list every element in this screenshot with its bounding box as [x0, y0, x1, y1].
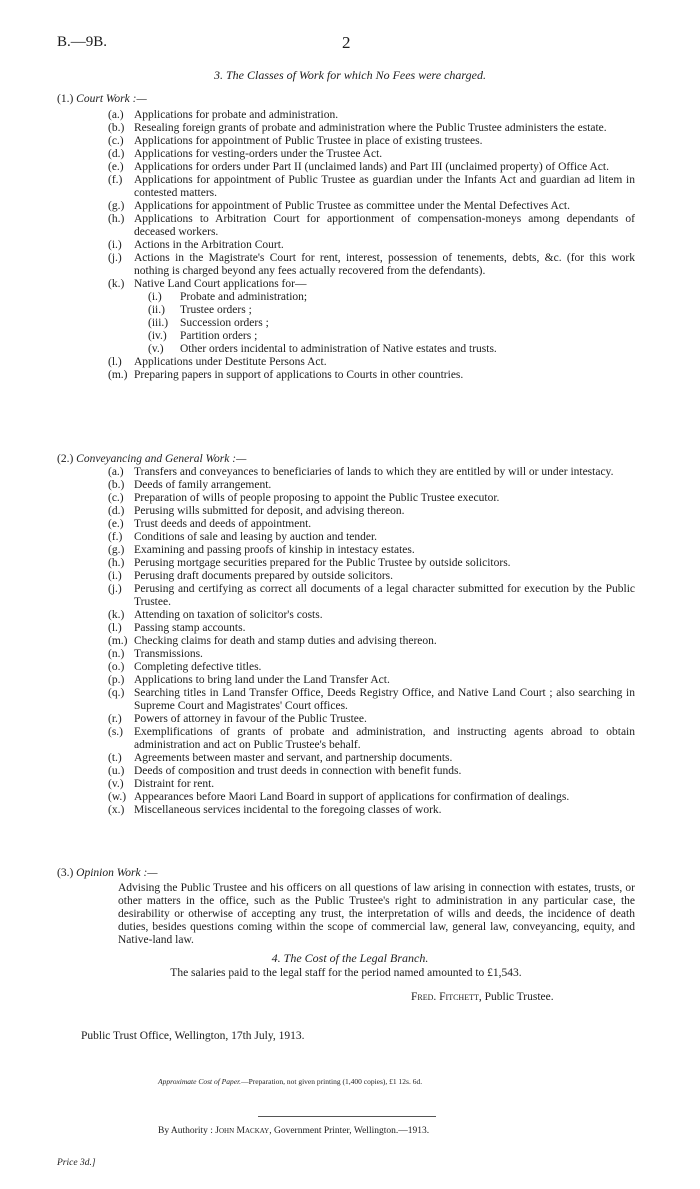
list-item: (m.) Checking claims for death and stamp duties and advising thereon. [108, 635, 437, 647]
salaries-statement: The salaries paid to the legal staff for the period named amounted to £1,543. [170, 967, 522, 979]
court-work-heading [57, 93, 147, 105]
cost-of-paper: Approximate Cost of Paper.—Preparation, not given printing (1,400 copies), £1 12s. 6d. [158, 1077, 423, 1086]
list-item: (n.) Transmissions. [108, 648, 203, 660]
conveyancing-heading [57, 453, 246, 465]
conveyancing-number: (2.) [57, 453, 74, 465]
list-item: (b.) Resealing foreign grants of probate and administration where the Public Trustee administers the estate. [108, 122, 607, 134]
printer-authority: By Authority : John Mackay, Government Printer, Wellington.—1913. [158, 1126, 430, 1136]
list-item: (c.) Preparation of wills of people proposing to appoint the Public Trustee executor. [108, 492, 500, 504]
list-item: (g.) Applications for appointment of Public Trustee as committee under the Mental Defectives Act. [108, 200, 570, 212]
list-item: (a.) Transfers and conveyances to beneficiaries of lands to which they are entitled by will or under intestacy. [108, 466, 614, 478]
list-item: (b.) Deeds of family arrangement. [108, 479, 272, 491]
court-work-label: Court Work :— [76, 93, 147, 105]
list-item: (e.) Trust deeds and deeds of appointment. [108, 518, 312, 530]
list-item: (v.) Distraint for rent. [108, 778, 215, 790]
list-item: (e.) Applications for orders under Part II (unclaimed lands) and Part III (unclaimed property) of Office Act. [108, 161, 609, 173]
list-item: (f.) Conditions of sale and leasing by auction and tender. [108, 531, 378, 543]
signatory-title: , Public Trustee. [478, 991, 554, 1003]
list-item: (f.) Applications for appointment of Public Trustee as guardian under the Infants Act and guardian ad litem in contested matters. [108, 174, 635, 199]
list-item: (iii.) Succession orders ; [148, 317, 269, 329]
divider [258, 1116, 436, 1117]
opinion-work-number: (3.) [57, 867, 74, 879]
list-item: (i.) Actions in the Arbitration Court. [108, 239, 284, 251]
list-item: (c.) Applications for appointment of Public Trustee in place of existing trustees. [108, 135, 483, 147]
list-item: (k.) Native Land Court applications for— [108, 278, 307, 290]
list-item: (d.) Perusing wills submitted for deposit, and advising thereon. [108, 505, 405, 517]
header-reference: B.—9B. [57, 34, 108, 50]
list-item: (o.) Completing defective titles. [108, 661, 262, 673]
list-item: (l.) Passing stamp accounts. [108, 622, 246, 634]
court-work-list [108, 109, 635, 382]
list-item: (m.) Preparing papers in support of applications to Courts in other countries. [108, 369, 464, 381]
list-item: (u.) Deeds of composition and trust deeds in connection with benefit funds. [108, 765, 462, 777]
conveyancing-label: Conveyancing and General Work :— [76, 453, 247, 465]
list-item: (h.) Applications to Arbitration Court for apportionment of compensation-moneys among dependants of deceased workers. [108, 213, 635, 238]
list-item: (v.) Other orders incidental to administration of Native estates and trusts. [148, 343, 497, 355]
list-item: (r.) Powers of attorney in favour of the Public Trustee. [108, 713, 367, 725]
native-land-court-sublist [148, 291, 635, 356]
opinion-work-heading [57, 867, 158, 879]
list-item: (t.) Agreements between master and servant, and partnership documents. [108, 752, 453, 764]
list-item: (s.) Exemplifications of grants of probate and administration, and instructing agents abroad to obtain administration and act on Public Trustee's behalf. [108, 726, 635, 751]
list-item: (k.) Attending on taxation of solicitor's costs. [108, 609, 323, 621]
list-item: (d.) Applications for vesting-orders under the Trustee Act. [108, 148, 383, 160]
list-item: (g.) Examining and passing proofs of kinship in intestacy estates. [108, 544, 415, 556]
signatory-name: Fred. Fitchett [411, 991, 479, 1003]
opinion-work-paragraph: Advising the Public Trustee and his officers on all questions of law arising in connection with estates, trusts, or other matters in the office, such as the Public Trustee's right to administration in any particular case, the desirability or otherwise of accepting any trust, the interpretation of wills and deeds, the incidence of death duties, besides questions coming within the scope of commercial law, general law, conveyancing, equity, and Native-land law. [118, 882, 635, 946]
list-item: (ii.) Trustee orders ; [148, 304, 252, 316]
list-item: (q.) Searching titles in Land Transfer Office, Deeds Registry Office, and Native Land Court ; also searching in Supreme Court and Magistrates' Court offices. [108, 687, 635, 712]
list-item: (h.) Perusing mortgage securities prepared for the Public Trustee by outside solicitors. [108, 557, 511, 569]
section-4-title: 4. The Cost of the Legal Branch. [271, 951, 429, 965]
list-item: (iv.) Partition orders ; [148, 330, 258, 342]
list-item: (p.) Applications to bring land under the Land Transfer Act. [108, 674, 390, 686]
list-item: (j.) Perusing and certifying as correct all documents of a legal character submitted for execution by the Public Trustee. [108, 583, 635, 608]
dateline: Public Trust Office, Wellington, 17th July, 1913. [81, 1030, 305, 1042]
list-item: (j.) Actions in the Magistrate's Court for rent, interest, possession of tenements, debts, &c. (for this work nothing is charged beyond any fees actually recovered from the defendants). [108, 252, 635, 277]
section-3-title: 3. The Classes of Work for which No Fees were charged. [214, 68, 486, 82]
list-item: (i.) Perusing draft documents prepared by outside solicitors. [108, 570, 394, 582]
signature [411, 991, 554, 1003]
list-item: (w.) Appearances before Maori Land Board in support of applications for confirmation of dealings. [108, 791, 570, 803]
page-number: 2 [342, 33, 351, 52]
list-item: (a.) Applications for probate and administration. [108, 109, 339, 121]
list-item: (x.) Miscellaneous services incidental to the foregoing classes of work. [108, 804, 442, 816]
list-item: (i.) Probate and administration; [148, 291, 308, 303]
list-item: (l.) Applications under Destitute Persons Act. [108, 356, 327, 368]
price: Price 3d.] [57, 1158, 96, 1168]
court-work-number: (1.) [57, 93, 74, 105]
opinion-work-label: Opinion Work :— [76, 867, 158, 879]
conveyancing-list [108, 466, 635, 817]
